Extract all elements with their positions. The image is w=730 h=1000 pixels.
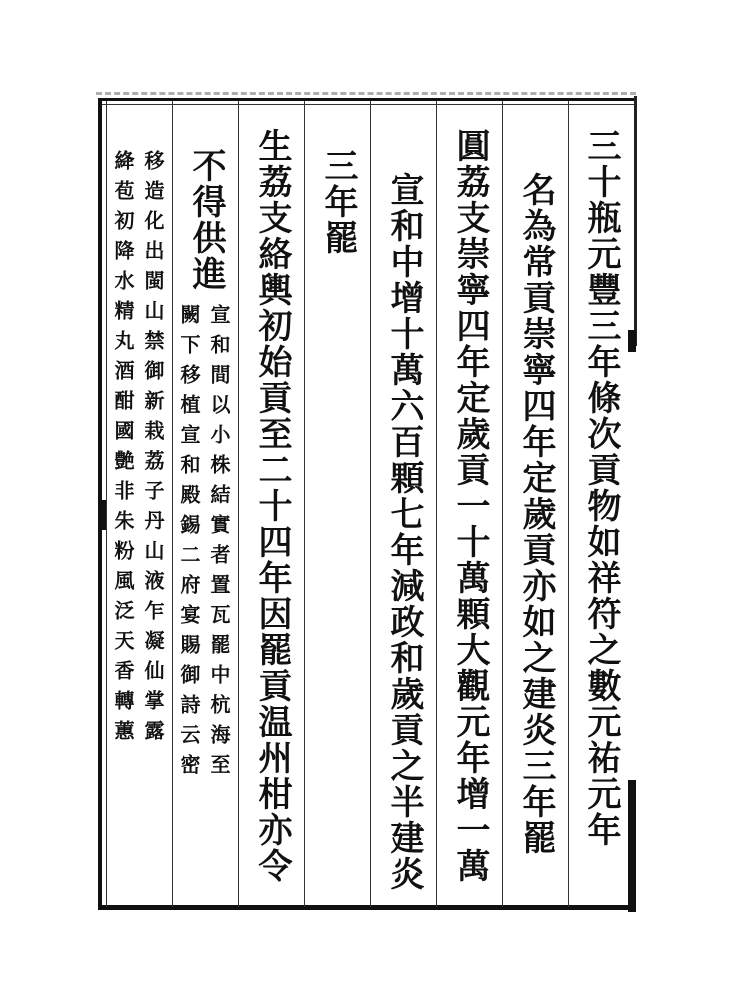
column-rule [238,101,239,907]
column-rule [370,101,371,907]
annotation-column-1: 宣和間以小株結實者置瓦罷中杭海至 [207,304,231,784]
column-rule [568,101,569,907]
text-column-5: 三年罷 [318,148,358,256]
gutter-line [634,96,637,346]
text-column-3: 圓荔支崇寧四年定歲貢一十萬顆大觀元年增一萬 [450,128,490,884]
gutter-bottom [628,780,636,912]
text-column-1: 三十瓶元豐三年條次貢物如祥符之數元祐元年 [581,128,621,848]
annotation-column-3: 移造化出閩山禁御新栽荔子丹山液乍凝仙掌露 [141,150,165,750]
column-rule [106,101,107,907]
annotation-column-4: 絳苞初降水精丸酒酣國艶非朱粉風泛天香轉蕙 [111,150,135,750]
frame-notch [102,500,106,530]
column-rule [436,101,437,907]
column-rule [172,101,173,907]
text-column-6: 生荔支絡輿初始貢至二十四年因罷貢温州柑亦令 [252,128,292,884]
text-column-2: 名為常貢崇寧四年定歲貢亦如之建炎三年罷 [516,172,556,856]
column-rule [304,101,305,907]
gutter-block [628,330,636,352]
top-inner-rule [102,104,634,106]
column-rule [502,101,503,907]
text-column-4: 宣和中增十萬六百顆七年減政和歲貢之半建炎 [384,172,424,892]
annotation-column-2: 闕下移植宣和殿錫二府宴賜御詩云密 [177,304,201,784]
text-column-7-main: 不得供進 [186,148,226,292]
